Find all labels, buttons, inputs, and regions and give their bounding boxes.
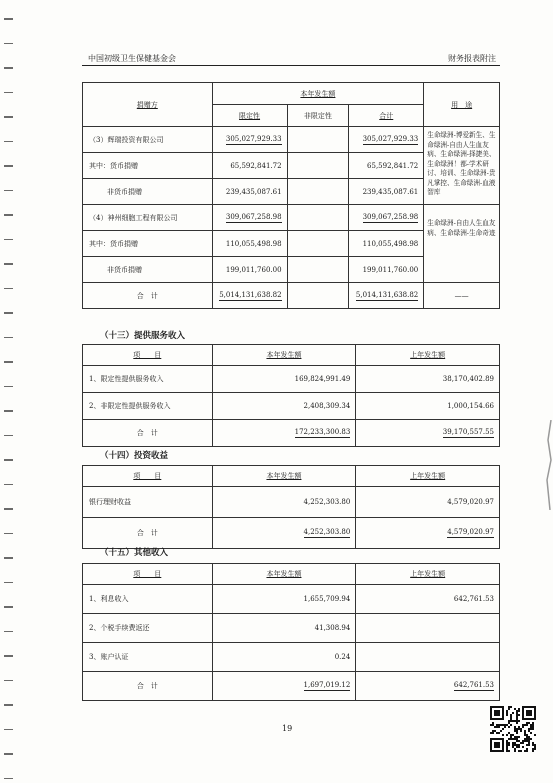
unrestricted-value	[287, 179, 349, 205]
donor-name: 非货币捐赠	[83, 257, 213, 283]
section-title: （十四）投资收益	[100, 451, 169, 461]
col-prior: 上年发生额	[356, 564, 500, 585]
purpose-dash: ——	[424, 283, 500, 309]
prior-value: 4,579,020.97	[447, 528, 494, 536]
current-value: 0.24	[212, 643, 356, 672]
prior-value	[356, 643, 500, 672]
binder-marks	[0, 0, 16, 783]
col-current: 本年发生额	[212, 466, 356, 487]
item-label: 3、账户认证	[83, 643, 213, 672]
binder-hole-mark	[4, 508, 13, 510]
binder-hole-mark	[4, 214, 13, 216]
item-label: 1、限定性提供服务收入	[83, 366, 213, 393]
total-row-label: 合 计	[83, 420, 213, 447]
binder-hole-mark	[4, 190, 13, 192]
binder-hole-mark	[4, 680, 13, 682]
binder-hole-mark	[4, 67, 13, 69]
total-header: 合计	[349, 105, 424, 127]
binder-hole-mark	[4, 92, 13, 94]
current-value: 1,697,019.12	[303, 681, 351, 689]
donor-name: 其中：货币捐赠	[83, 153, 213, 179]
binder-hole-mark	[4, 410, 13, 412]
investment-income-table	[82, 465, 500, 549]
binder-hole-mark	[4, 631, 13, 633]
prior-value: 1,000,154.66	[356, 393, 500, 420]
service-income-table	[82, 344, 500, 447]
col-current: 本年发生额	[212, 345, 356, 366]
binder-hole-mark	[4, 557, 13, 559]
binder-hole-mark	[4, 655, 13, 657]
item-label: 银行理财收益	[83, 487, 213, 518]
prior-value: 642,761.53	[453, 681, 494, 689]
current-value: 41,308.94	[212, 614, 356, 643]
page-number: 19	[282, 724, 293, 733]
binder-hole-mark	[4, 288, 13, 290]
current-value: 2,408,309.34	[212, 393, 356, 420]
purpose-header: 用 途	[424, 83, 500, 127]
prior-value	[356, 614, 500, 643]
prior-value: 39,170,557.55	[442, 428, 494, 436]
prior-value: 38,170,402.89	[356, 366, 500, 393]
report-name: 财务报表附注	[448, 54, 496, 63]
binder-hole-mark	[4, 116, 13, 118]
unrestricted-header: 非限定性	[287, 105, 349, 127]
prior-value: 642,761.53	[356, 585, 500, 614]
binder-hole-mark	[4, 141, 13, 143]
current-value: 172,233,300.83	[294, 428, 351, 436]
binder-hole-mark	[4, 753, 13, 755]
binder-hole-mark	[4, 361, 13, 363]
restricted-value: 65,592,841.72	[212, 153, 287, 179]
total-row-label: 合 计	[83, 283, 213, 309]
binder-hole-mark	[4, 165, 13, 167]
col-prior: 上年发生额	[356, 345, 500, 366]
total-value: 110,055,498.98	[349, 231, 424, 257]
col-current: 本年发生额	[212, 564, 356, 585]
binder-hole-mark	[4, 18, 13, 20]
current-value: 4,252,303.80	[212, 487, 356, 518]
item-label: 2、非限定性提供服务收入	[83, 393, 213, 420]
col-item: 项 目	[83, 345, 213, 366]
unrestricted-value	[287, 257, 349, 283]
restricted-value: 110,055,498.98	[212, 231, 287, 257]
restricted-value: 305,027,929.33	[225, 134, 282, 143]
scan-edge-mark	[545, 420, 553, 510]
current-value: 169,824,991.49	[212, 366, 356, 393]
section-title: （十五）其他收入	[100, 548, 169, 558]
binder-hole-mark	[4, 239, 13, 241]
restricted-value: 5,014,131,638.82	[219, 290, 282, 299]
total-value: 305,027,929.33	[362, 134, 419, 143]
unrestricted-value	[287, 205, 349, 231]
donation-table	[82, 82, 500, 309]
binder-hole-mark	[4, 484, 13, 486]
unrestricted-value	[287, 153, 349, 179]
page-header	[82, 52, 500, 66]
col-item: 项 目	[83, 466, 213, 487]
total-value: 65,592,841.72	[349, 153, 424, 179]
restricted-value: 239,435,087.61	[212, 179, 287, 205]
binder-hole-mark	[4, 312, 13, 314]
restricted-value: 309,067,258.98	[225, 212, 282, 221]
unrestricted-value	[287, 127, 349, 153]
binder-hole-mark	[4, 582, 13, 584]
binder-hole-mark	[4, 704, 13, 706]
binder-hole-mark	[4, 337, 13, 339]
donor-header: 捐赠方	[83, 83, 213, 127]
purpose-text: 生命绿洲-博爱新生、生命绿洲-自由人生血友病、生命绿洲-择捷美、生命绿洲！都-学术研讨、培训、生命绿洲-贵凡掌控、生命绿洲-血液智库	[424, 127, 500, 205]
qr-code-icon	[490, 706, 536, 752]
section-title: （十三）提供服务收入	[100, 331, 186, 341]
binder-hole-mark	[4, 533, 13, 535]
total-row-label: 合 计	[83, 672, 213, 701]
total-row-label: 合 计	[83, 518, 213, 549]
item-label: 2、个税手续费返还	[83, 614, 213, 643]
binder-hole-mark	[4, 606, 13, 608]
col-item: 项 目	[83, 564, 213, 585]
other-income-table	[82, 563, 500, 701]
total-value: 309,067,258.98	[362, 212, 419, 221]
restricted-header: 限定性	[212, 105, 287, 127]
binder-hole-mark	[4, 459, 13, 461]
binder-hole-mark	[4, 386, 13, 388]
binder-hole-mark	[4, 435, 13, 437]
unrestricted-value	[287, 231, 349, 257]
col-prior: 上年发生额	[356, 466, 500, 487]
unrestricted-value	[287, 283, 349, 309]
binder-hole-mark	[4, 43, 13, 45]
current-value: 4,252,303.80	[303, 528, 351, 536]
total-value: 239,435,087.61	[349, 179, 424, 205]
total-value: 199,011,760.00	[349, 257, 424, 283]
current-header: 本年发生额	[212, 83, 424, 105]
donor-name: 其中：货币捐赠	[83, 231, 213, 257]
donor-name: （3）辉瑞投资有限公司	[83, 127, 213, 153]
item-label: 1、利息收入	[83, 585, 213, 614]
binder-hole-mark	[4, 729, 13, 731]
donor-name: 非货币捐赠	[83, 179, 213, 205]
donor-name: （4）神州细胞工程有限公司	[83, 205, 213, 231]
current-value: 1,655,709.94	[212, 585, 356, 614]
total-value: 5,014,131,638.82	[355, 290, 419, 299]
org-name: 中国初级卫生保健基金会	[88, 54, 176, 63]
binder-hole-mark	[4, 778, 13, 780]
purpose-text: 生命绿洲-自由人生血友病、生命绿洲-生命奇迹	[424, 205, 500, 283]
prior-value: 4,579,020.97	[356, 487, 500, 518]
restricted-value: 199,011,760.00	[212, 257, 287, 283]
binder-hole-mark	[4, 263, 13, 265]
